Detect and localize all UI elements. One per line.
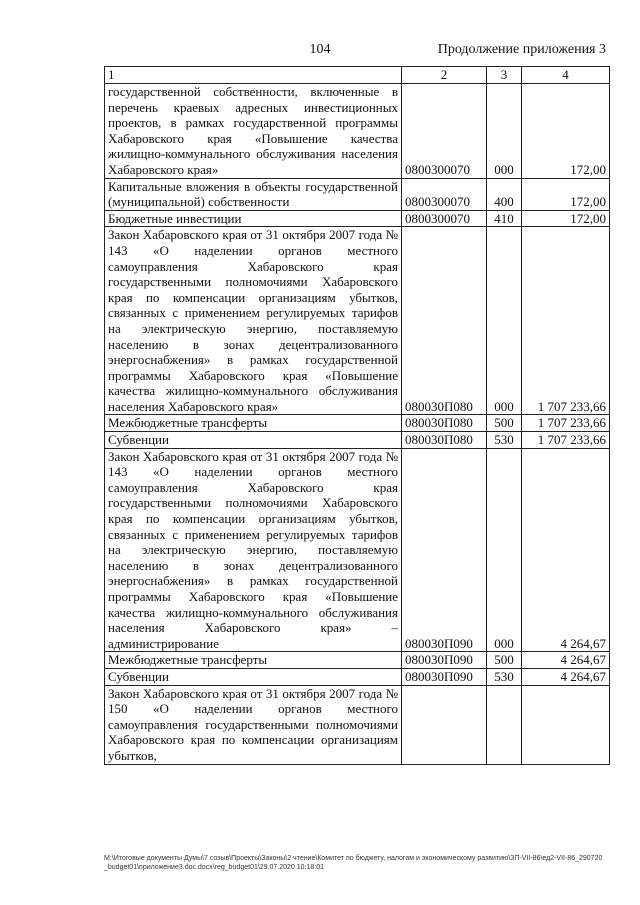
row-type: 410 (487, 210, 522, 227)
row-name: Бюджетные инвестиции (105, 210, 402, 227)
row-name: Закон Хабаровского края от 31 октября 2007 года № 143 «О наделении органов местного самоуправления Хабаровского края государственными полномочиями Хабаровского края по компенсации организациям убытков, связанных с применением регулируемых тарифов на электрическую энергию, поставляемую населению в зонах децентрализованного энергоснабжения» в рамках государственной программы Хабаровского края «Повышение качества жилищно-коммунального обслуживания населения Хабаровского края» (105, 227, 402, 415)
column-header-amount: 4 (522, 67, 610, 84)
row-amount: 4 264,67 (522, 448, 610, 652)
page-number: 104 (309, 42, 331, 57)
row-type: 500 (487, 415, 522, 432)
table-row (105, 685, 610, 764)
row-type: 500 (487, 652, 522, 669)
row-type: 400 (487, 178, 522, 210)
row-name: Субвенции (105, 668, 402, 685)
row-name: Межбюджетные трансферты (105, 652, 402, 669)
row-amount: 172,00 (522, 178, 610, 210)
row-type: 530 (487, 432, 522, 449)
row-code: 080030П080 (402, 432, 487, 449)
row-amount (522, 685, 610, 764)
table-row (105, 227, 610, 415)
table-row (105, 652, 610, 669)
row-name: Капитальные вложения в объекты государственной (муниципальной) собственности (105, 178, 402, 210)
row-code: 080030П090 (402, 668, 487, 685)
file-path-footer: M:\Итоговые документы Думы\7 созыв\Проекты\Законы\2 чтение\Комитет по бюджету, налогам и экономическому развитию\ЗП-VII-86\ед2-VII-86_290720_budget01\приложение3.doc.docx\reg_budget01\29.07.2020 10:18:01 (104, 855, 603, 871)
row-name: Межбюджетные трансферты (105, 415, 402, 432)
row-code: 0800300070 (402, 84, 487, 179)
row-name: Субвенции (105, 432, 402, 449)
row-amount: 1 707 233,66 (522, 432, 610, 449)
continuation-label: Продолжение приложения 3 (437, 42, 606, 57)
row-code (402, 685, 487, 764)
row-amount: 172,00 (522, 84, 610, 179)
row-code: 0800300070 (402, 210, 487, 227)
table-row (105, 84, 610, 179)
row-name: Закон Хабаровского края от 31 октября 2007 года № 143 «О наделении органов местного самоуправления Хабаровского края государственными полномочиями Хабаровского края по компенсации организациям убытков, связанных с применением регулируемых тарифов на электрическую энергию, поставляемую населению в зонах децентрализованного энергоснабжения» в рамках государственной программы Хабаровского края «Повышение качества жилищно-коммунального обслуживания населения Хабаровского края» – администрирование (105, 448, 402, 652)
row-code: 080030П090 (402, 652, 487, 669)
row-code: 080030П080 (402, 415, 487, 432)
column-header-code: 2 (402, 67, 487, 84)
row-amount: 1 707 233,66 (522, 415, 610, 432)
table-row (105, 178, 610, 210)
row-amount: 1 707 233,66 (522, 227, 610, 415)
budget-table (104, 66, 610, 765)
row-type: 000 (487, 84, 522, 179)
row-type: 000 (487, 227, 522, 415)
row-code: 080030П080 (402, 227, 487, 415)
row-code: 080030П090 (402, 448, 487, 652)
row-amount: 4 264,67 (522, 668, 610, 685)
table-row (105, 210, 610, 227)
row-code: 0800300070 (402, 178, 487, 210)
table-row (105, 668, 610, 685)
column-header-type: 3 (487, 67, 522, 84)
table-row (105, 448, 610, 652)
table-row (105, 432, 610, 449)
row-amount: 4 264,67 (522, 652, 610, 669)
row-type (487, 685, 522, 764)
row-name: государственной собственности, включенные в перечень краевых адресных инвестиционных проектов, в рамках государственной программы Хабаровского края «Повышение качества жилищно-коммунального обслуживания населения Хабаровского края» (105, 84, 402, 179)
column-header-name: 1 (105, 67, 402, 84)
row-type: 000 (487, 448, 522, 652)
table-header-row (105, 67, 610, 84)
row-amount: 172,00 (522, 210, 610, 227)
row-type: 530 (487, 668, 522, 685)
row-name: Закон Хабаровского края от 31 октября 2007 года № 150 «О наделении органов местного самоуправления государственными полномочиями Хабаровского края по компенсации организациям убытков, (105, 685, 402, 764)
table-row (105, 415, 610, 432)
